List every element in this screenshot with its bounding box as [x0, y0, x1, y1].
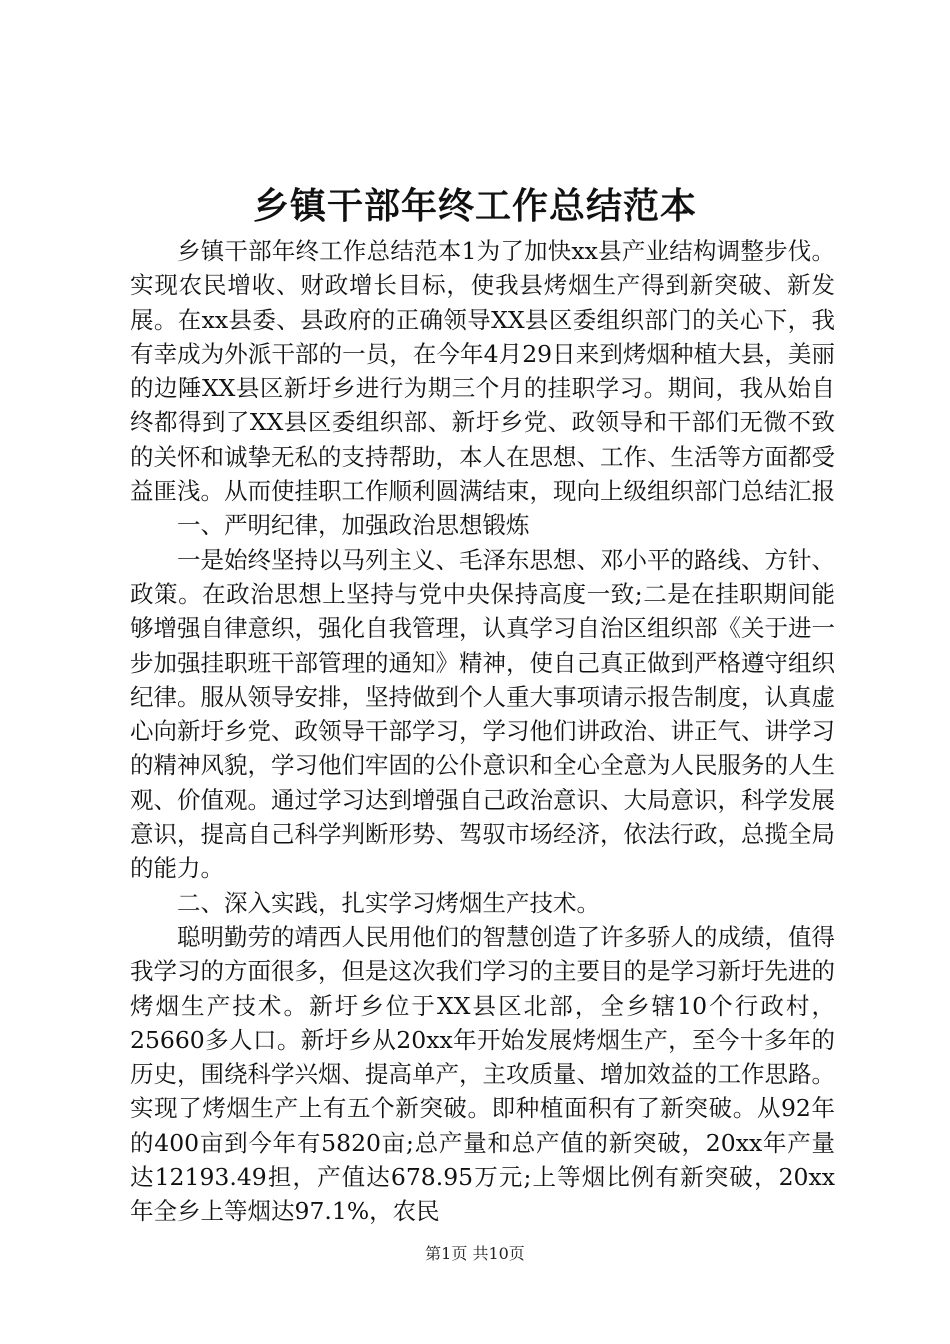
- paragraph-section-1: 一是始终坚持以马列主义、毛泽东思想、邓小平的路线、方针、政策。在政治思想上坚持与党中央保持高度一致;二是在挂职期间能够增强自律意织，强化自我管理，认真学习自治区组织部《关于进一步加强挂职班干部管理的通知》精神，使自己真正做到严格遵守组织纪律。服从领导安排，坚持做到个人重大事项请示报告制度，认真虚心向新圩乡党、政领导干部学习，学习他们讲政治、讲正气、讲学习的精神风貌，学习他们牢固的公仆意识和全心全意为人民服务的人生观、价值观。通过学习达到增强自己政治意识、大局意识，科学发展意识，提高自己科学判断形势、驾驭市场经济，依法行政，总揽全局的能力。: [130, 545, 835, 883]
- section-heading-1: 一、严明纪律，加强政治思想锻炼: [177, 511, 530, 540]
- page-number-footer: 第1页 共10页: [425, 1244, 525, 1263]
- section-heading-2: 二、深入实践，扎实学习烤烟生产技术。: [177, 888, 600, 917]
- document-body: [130, 234, 835, 1229]
- paragraph-section-2: 聪明勤劳的靖西人民用他们的智慧创造了许多骄人的成绩，值得我学习的方面很多，但是这次我们学习的主要目的是学习新圩先进的烤烟生产技术。新圩乡位于XX县区北部，全乡辖10个行政村，25660多人口。新圩乡从20xx年开始发展烤烟生产，至今十多年的历史，围绕科学兴烟、提高单产，主攻质量、增加效益的工作思路。实现了烤烟生产上有五个新突破。即种植面积有了新突破。从92年的400亩到今年有5820亩;总产量和总产值的新突破，20xx年产量达12193.49担，产值达678.95万元;上等烟比例有新突破，20xx年全乡上等烟达97.1%，农民: [130, 922, 835, 1226]
- page-title: 乡镇干部年终工作总结范本: [252, 186, 697, 227]
- paragraph-intro: 乡镇干部年终工作总结范本1为了加快xx县产业结构调整步伐。实现农民增收、财政增长目标，使我县烤烟生产得到新突破、新发展。在xx县委、县政府的正确领导XX县区委组织部门的关心下，我有幸成为外派干部的一员，在今年4月29日来到烤烟种植大县，美丽的边陲XX县区新圩乡进行为期三个月的挂职学习。期间，我从始自终都得到了XX县区委组织部、新圩乡党、政领导和干部们无微不致的关怀和诚挚无私的支持帮助，本人在思想、工作、生活等方面都受益匪浅。从而使挂职工作顺利圆满结束，现向上级组织部门总结汇报: [130, 237, 835, 506]
